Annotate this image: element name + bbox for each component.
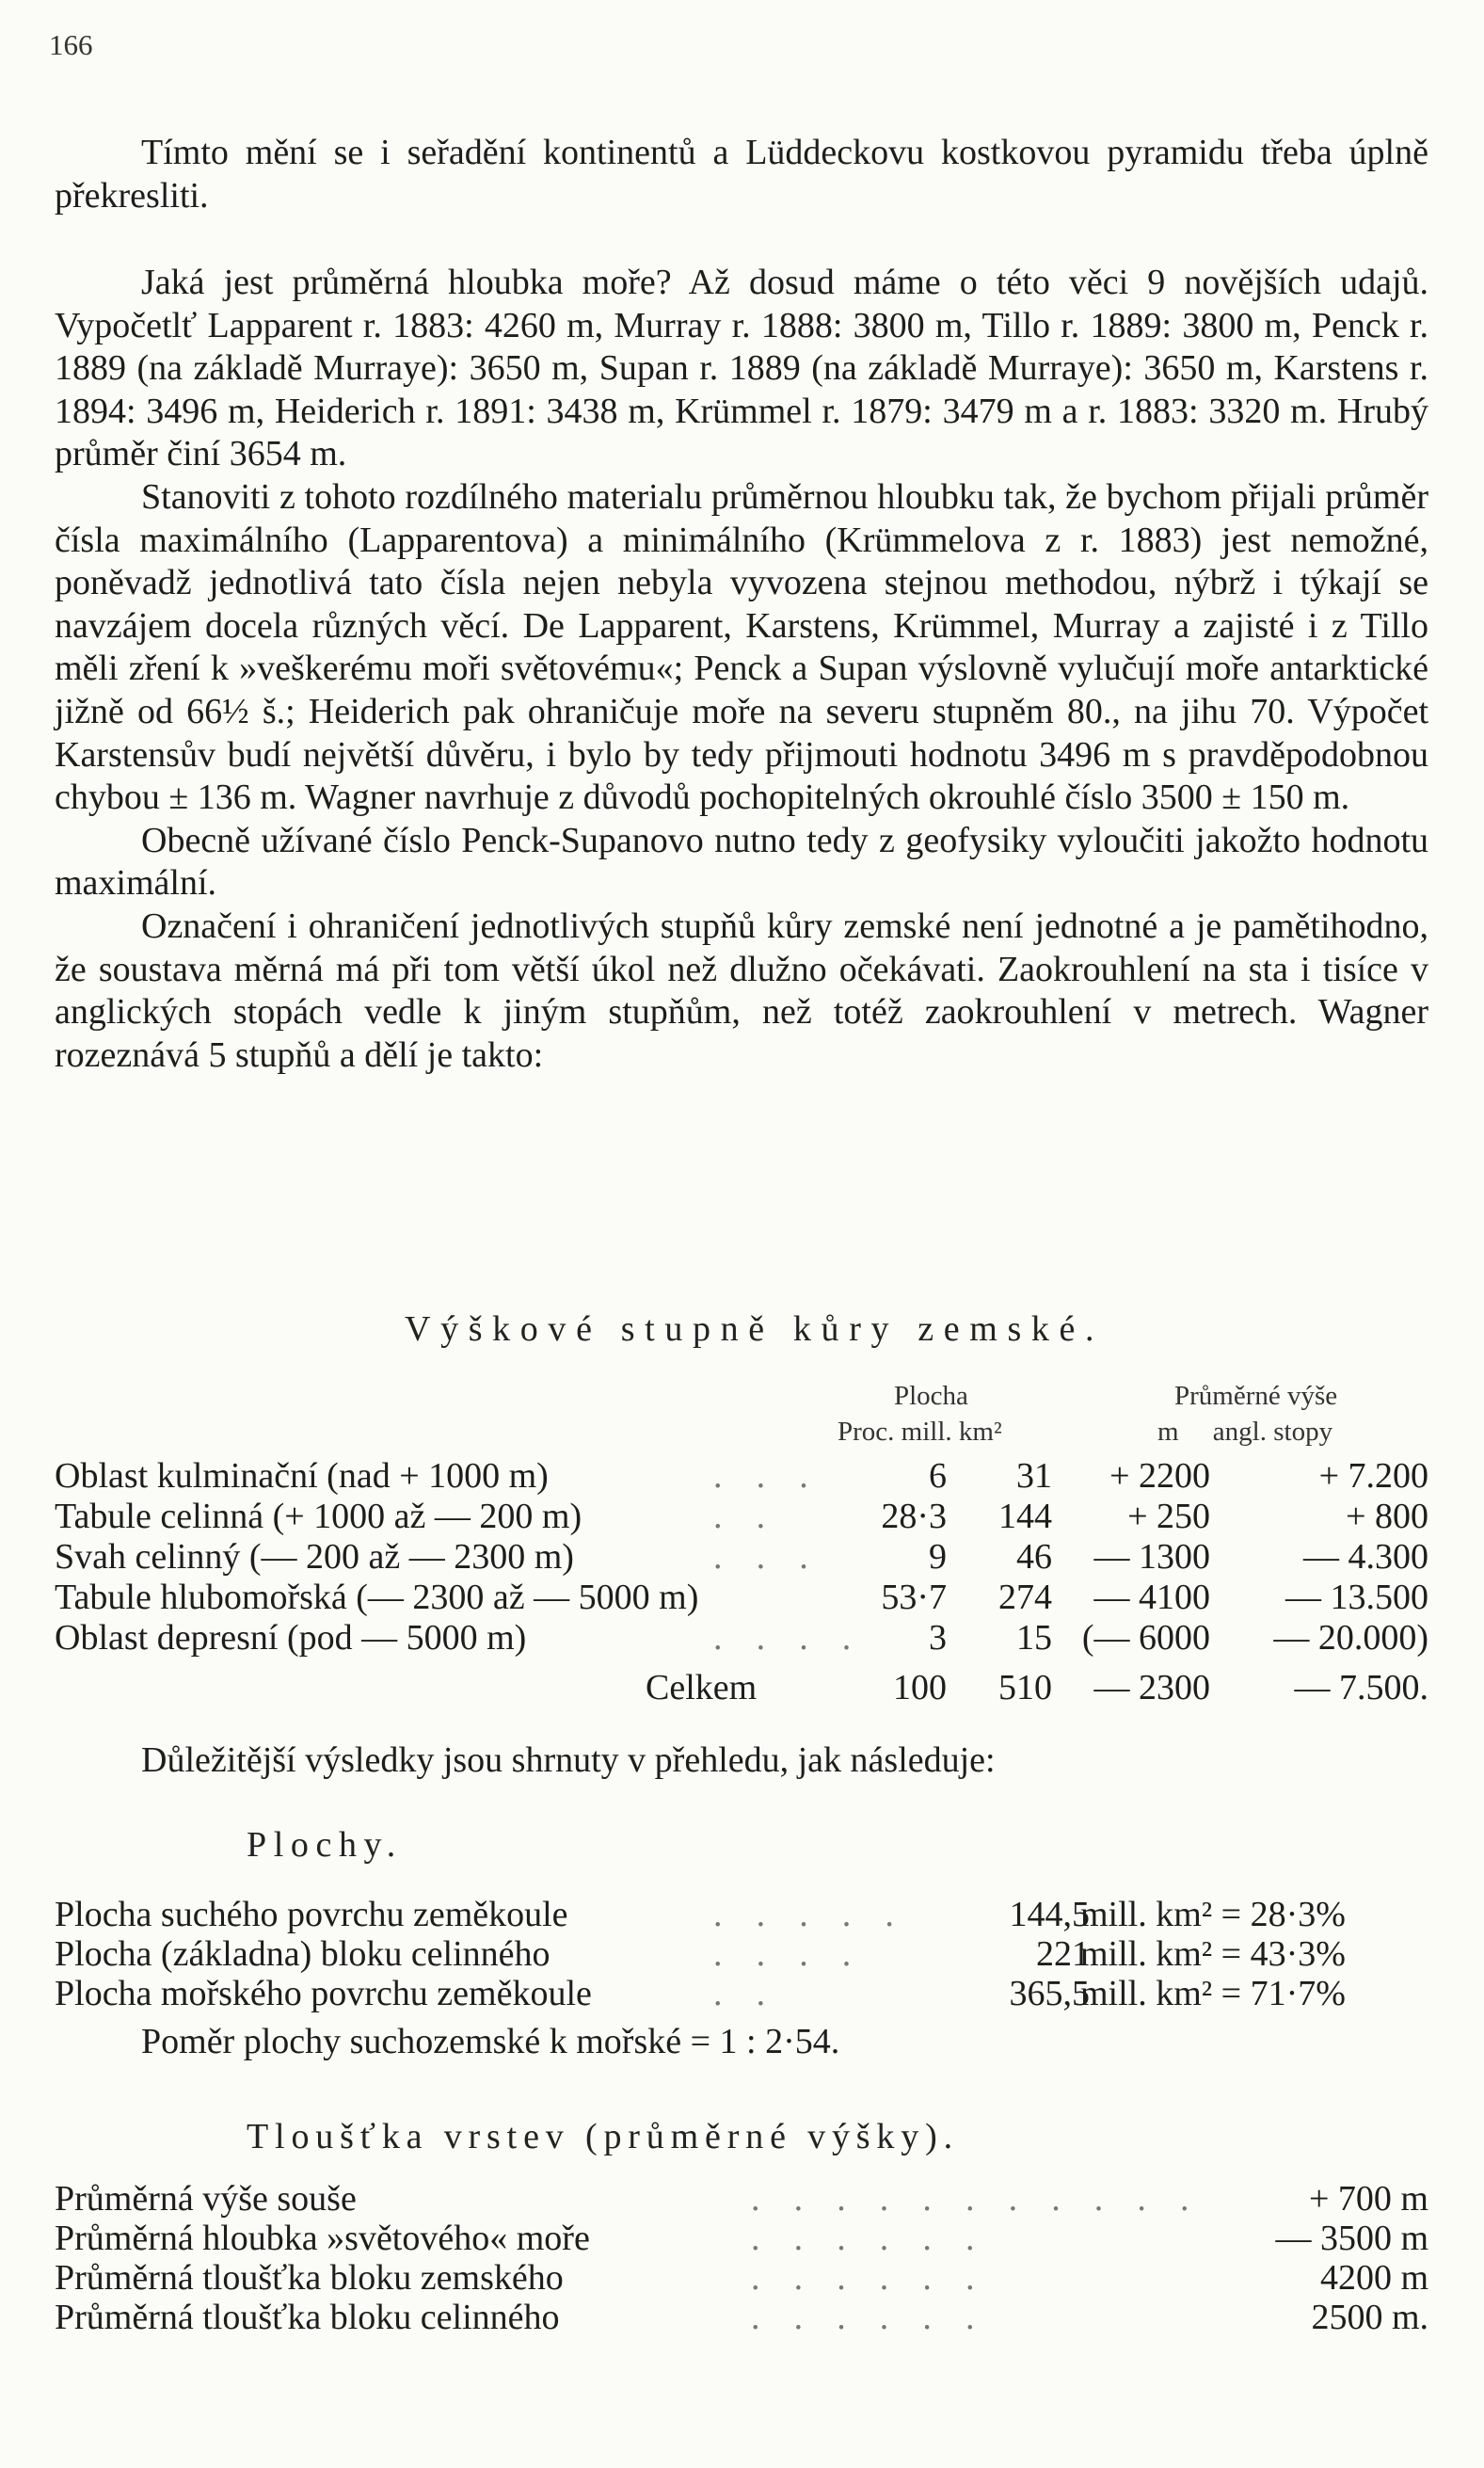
thickness-label: Průměrná výše souše xyxy=(55,2179,357,2219)
thickness-label: Průměrná tloušťka bloku zemského xyxy=(55,2258,564,2298)
body-text-2 xyxy=(55,262,1428,1077)
thickness-label: Průměrná hloubka »světového« moře xyxy=(55,2219,590,2258)
thickness-row xyxy=(55,2218,1428,2259)
area-label: Plocha mořského povrchu zeměkoule xyxy=(55,1974,592,2013)
row-m: + 2200 xyxy=(1109,1456,1210,1496)
total-label: Celkem xyxy=(646,1668,758,1707)
total-ft: — 7.500. xyxy=(1294,1668,1428,1707)
row-m: — 1300 xyxy=(1093,1537,1210,1577)
row-label: Svah celinný (— 200 až — 2300 m) xyxy=(55,1537,574,1577)
row-pct: 9 xyxy=(929,1537,947,1577)
area-dots: . . . . . xyxy=(713,1895,907,1934)
row-pct: 3 xyxy=(929,1618,947,1658)
total-m: — 2300 xyxy=(1093,1668,1210,1707)
summary-intro-block xyxy=(55,1739,1428,1783)
thickness-dots: . . . . . . . . . . . xyxy=(751,2179,1202,2219)
area-unit: mill. km² = 43·3% xyxy=(1080,1934,1346,1974)
area-dots: . . xyxy=(713,1974,778,2013)
paragraph-5: Označení i ohraničení jednotlivých stupňů kůry zemské není jednotné a je pamětihodno, že soustava měrná má při tom větší úkol než dlužno očekávati. Zaokrouhlení na sta i tisíce v anglických stopách vedle k jiným stupňům, než totéž zaokrouhlení v metrech. Wagner rozeznává 5 stupňů a dělí je takto: xyxy=(55,905,1428,1075)
area-unit: mill. km² = 28·3% xyxy=(1080,1895,1346,1934)
area-unit: mill. km² = 71·7% xyxy=(1080,1974,1346,2013)
paragraph-2: Jaká jest průměrná hloubka moře? Až dosud máme o této věci 9 novějších udajů. Vypočetlť Lapparent r. 1883: 4260 m, Murray r. 1888: 3800 m, Tillo r. 1889: 3800 m, Penck r. 1889 (na základě Murraye): 3650 m, Supan r. 1889 (na základě Murraye): 3650 m, Karstens r. 1894: 3496 m, Heiderich r. 1891: 3438 m, Krümmel r. 1879: 3479 m a r. 1883: 3320 m. Hrubý průměr činí 3654 m. xyxy=(55,263,1428,474)
row-dots: . . . xyxy=(713,1537,821,1577)
row-mill: 274 xyxy=(998,1578,1052,1617)
paragraph-3: Stanoviti z tohoto rozdílného materialu průměrnou hloubku tak, že bychom přijali průměr čísla maximálního (Lapparentova) a minimálního (Krümmelova z r. 1883) jest nemožné, poněvadž jednotlivá tato čísla nejen nebyla vyvozena stejnou methodou, nýbrž i týkají se navzájem docela různých věcí. De Lapparent, Karstens, Krümmel, Murray a zajisté i z Tillo měli zření k »veškerému moři světovému«; Penck a Supan výslovně vylučují moře antarktické jižně od 66½ š.; Heiderich pak ohraničuje moře na severu stupněm 80., na jihu 70. Výpočet Karstensův budí největší důvěru, i bylo by tedy přijmouti hodnotu 3496 m s pravděpodobnou chybou ± 136 m. Wagner navrhuje z důvodů pochopitelných okrouhlé číslo 3500 ± 150 m. xyxy=(55,476,1428,818)
row-ft: — 4.300 xyxy=(1303,1537,1428,1577)
summary-intro: Důležitější výsledky jsou shrnuty v přehledu, jak následuje: xyxy=(141,1740,996,1780)
total-pct: 100 xyxy=(893,1668,947,1707)
row-label: Oblast kulminační (nad + 1000 m) xyxy=(55,1456,549,1496)
area-label: Plocha suchého povrchu zeměkoule xyxy=(55,1895,568,1934)
thickness-label: Průměrná tloušťka bloku celinného xyxy=(55,2298,560,2337)
row-dots: . . xyxy=(713,1497,778,1536)
row-m: + 250 xyxy=(1127,1497,1210,1536)
row-dots: . . . . xyxy=(713,1618,864,1658)
thickness-value: 2500 m. xyxy=(1311,2298,1428,2337)
paragraph-4: Obecně užívané číslo Penck-Supanovo nutno tedy z geofysiky vyloučiti jakožto hodnotu maximální. xyxy=(55,820,1428,904)
row-ft: — 13.500 xyxy=(1285,1578,1428,1617)
ratio-block xyxy=(55,2021,1428,2064)
height-table-row xyxy=(55,1536,1428,1576)
thickness-title: Tloušťka vrstev (průměrné výšky). xyxy=(247,2117,959,2156)
area-value: 365,5 xyxy=(1009,1974,1090,2013)
area-header: Plocha xyxy=(894,1381,968,1411)
row-pct: 6 xyxy=(929,1456,947,1496)
row-m: — 4100 xyxy=(1093,1578,1210,1617)
height-table-total xyxy=(55,1667,1428,1707)
row-m: (— 6000 xyxy=(1081,1618,1210,1658)
height-table-row xyxy=(55,1496,1428,1535)
row-pct: 28·3 xyxy=(881,1497,947,1536)
thickness-row xyxy=(55,2297,1428,2338)
thickness-value: + 700 m xyxy=(1309,2179,1428,2219)
total-mill: 510 xyxy=(998,1668,1052,1707)
thickness-row xyxy=(55,2257,1428,2299)
paragraph-1: Tímto mění se i seřadění kontinentů a Lüddeckovu kostkovou pyramidu třeba úplně překresliti. xyxy=(55,133,1428,216)
area-subheader: Proc. mill. km² xyxy=(838,1417,1002,1447)
row-pct: 53·7 xyxy=(881,1578,947,1617)
body-text xyxy=(55,132,1428,217)
row-mill: 144 xyxy=(998,1497,1052,1536)
page-number: 166 xyxy=(49,28,93,61)
height-header: Průměrné výše xyxy=(1174,1381,1338,1411)
row-mill: 31 xyxy=(1016,1456,1052,1496)
thickness-dots: . . . . . . xyxy=(751,2219,987,2258)
row-dots: . . . xyxy=(713,1456,821,1496)
row-ft: + 800 xyxy=(1346,1497,1428,1536)
height-table-row xyxy=(55,1455,1428,1495)
thickness-value: — 3500 m xyxy=(1275,2219,1428,2258)
areas-title: Plochy. xyxy=(247,1825,403,1865)
area-row xyxy=(55,1894,1428,1935)
area-row xyxy=(55,1933,1428,1975)
thickness-row xyxy=(55,2178,1428,2220)
row-label: Tabule celinná (+ 1000 až — 200 m) xyxy=(55,1497,582,1536)
area-row xyxy=(55,1973,1428,2014)
row-label: Oblast depresní (pod — 5000 m) xyxy=(55,1618,527,1658)
height-table-row xyxy=(55,1577,1428,1616)
area-value: 144,5 xyxy=(1009,1895,1090,1934)
height-subheader: m angl. stopy xyxy=(1157,1417,1333,1447)
row-mill: 46 xyxy=(1016,1537,1052,1577)
height-table-title: Výškové stupně kůry zemské. xyxy=(405,1309,1105,1349)
row-ft: + 7.200 xyxy=(1318,1456,1428,1496)
thickness-dots: . . . . . . xyxy=(751,2298,987,2337)
row-mill: 15 xyxy=(1016,1618,1052,1658)
row-ft: — 20.000) xyxy=(1273,1618,1428,1658)
area-value: 221 xyxy=(1036,1934,1090,1974)
thickness-dots: . . . . . . xyxy=(751,2258,987,2298)
thickness-value: 4200 m xyxy=(1319,2258,1428,2298)
area-label: Plocha (základna) bloku celinného xyxy=(55,1934,551,1974)
area-ratio: Poměr plochy suchozemské k mořské = 1 : 2·54. xyxy=(141,2022,840,2061)
area-dots: . . . . xyxy=(713,1934,864,1974)
row-label: Tabule hlubomořská (— 2300 až — 5000 m) xyxy=(55,1578,699,1617)
height-table-row xyxy=(55,1617,1428,1657)
